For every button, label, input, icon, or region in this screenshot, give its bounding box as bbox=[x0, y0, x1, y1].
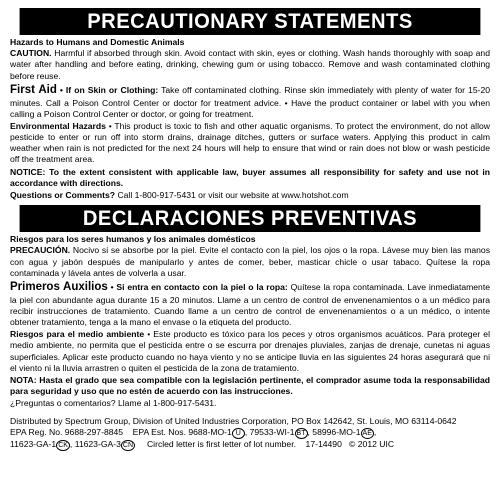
epa-line bbox=[10, 427, 490, 439]
circled-letter-note: Circled letter is first letter of lot number. bbox=[146, 438, 296, 449]
nota-paragraph: NOTA: Hasta el grado que sea compatible con la legislación pertinente, el comprador asume toda la responsabilidad para seguridad y uso que no estén de acuerdo con las instrucciones. bbox=[10, 375, 490, 397]
circled-letter-bt: BT bbox=[295, 428, 308, 439]
medio-ambiente-text: • Este producto es tóxico para los peces y otros organismos acuáticos. Para proteger el medio ambiente, no permita que el pesticida entre o se escurra por drenajes pluviales, zanjas de drenaje, cunetas ni aguas superficiales. Aplicar este producto cuando no haya viento y no se anticipe lluvia en las siguientes 24 horas asegurará que ni el viento ni la lluvia arrastren o quiten el pesticida de la zona de tratamiento. bbox=[10, 329, 490, 373]
circled-letter-u: U bbox=[232, 428, 245, 439]
first-aid-paragraph bbox=[10, 83, 490, 120]
epa-est-6: , 11623-GA-3 bbox=[69, 438, 121, 449]
precaucion-paragraph bbox=[10, 245, 490, 279]
environmental-text: • This product is toxic to fish and other aquatic organisms. To protect the environment, do not allow pesticide to enter or run off into storm drains, drainage ditches, gutters or surface waters. Applying this product in calm weather when rain is not predicted for the next 24 hours will help to ensure that wind or rain does not blow or wash pesticide off the treatment area. bbox=[10, 120, 490, 165]
primeros-auxilios-text: Quítese la ropa contaminada. Lave inmediatamente la piel con abundante agua durante 15 a 20 minutos. Llame a un centro de control de envenenamientos o a un médico para recibir instrucciones de tratamiento. Cuando llame a un centro de control de envenenamientos o a un médico, o intente obtener tratamiento, tenga a la mano el envase o la etiqueta del producto. bbox=[10, 281, 491, 328]
caution-paragraph bbox=[10, 48, 490, 82]
circled-letter-ck: CK bbox=[58, 441, 68, 449]
precautionary-statements-banner: PRECAUTIONARY STATEMENTS bbox=[20, 8, 481, 35]
epa-est-5: 11623-GA-1 bbox=[10, 438, 57, 449]
primeros-auxilios-sub: • Si entra en contacto con la piel o la ropa: bbox=[110, 281, 288, 292]
footer bbox=[10, 416, 490, 451]
product-code: 17-14490 bbox=[305, 438, 342, 449]
copyright: © 2012 UIC bbox=[349, 438, 395, 449]
questions-text: Call 1-800-917-5431 or visit our website at www.hotshot.com bbox=[117, 190, 349, 200]
precaucion-text: Nocivo si se absorbe por la piel. Evite el contacto con la piel, los ojos o la ropa. Lávese muy bien las manos con agua y jabón después de manipularlo y antes de comer, beber, masticar chicle o usar tabaco. Quítese la ropa contaminada y lávela antes de volverla a usar. bbox=[10, 245, 490, 278]
declaraciones-preventivas-banner: DECLARACIONES PREVENTIVAS bbox=[20, 205, 481, 232]
circled-letter-ae: AE bbox=[362, 429, 372, 437]
first-aid-lead: First Aid bbox=[10, 83, 57, 96]
primeros-auxilios-paragraph bbox=[10, 280, 490, 328]
first-aid-text: Take off contaminated clothing. Rinse skin immediately with plenty of water for 15-20 minutes. Call a Poison Control Center or doctor for treatment advice. • Have the product container or label with you when calling a Poison Control Center or doctor, or going for treatment. bbox=[10, 84, 491, 119]
first-aid-sub: • If on Skin or Clothing: bbox=[59, 84, 159, 95]
caution-lead: CAUTION. bbox=[10, 48, 52, 59]
environmental-paragraph bbox=[10, 121, 490, 166]
epa-est-3: , 58996-MO-1 bbox=[307, 426, 361, 437]
epa-est-prefix: EPA Est. Nos. 9688-MO-1 bbox=[132, 426, 232, 437]
notice-paragraph: NOTICE: To the extent consistent with applicable law, buyer assumes all responsibility for safety and use not in accordance with directions. bbox=[10, 166, 490, 188]
epa-est-4: , bbox=[373, 426, 377, 437]
preguntas-paragraph: ¿Preguntas o comentarios? Llame al 1-800-917-5431. bbox=[10, 398, 217, 409]
epa-line-2 bbox=[10, 439, 490, 451]
environmental-lead: Environmental Hazards bbox=[10, 120, 106, 131]
circled-letter-cn: CN bbox=[122, 441, 134, 449]
medio-ambiente-lead: Riesgos para el medio ambiente bbox=[10, 329, 145, 340]
epa-est-2: , 79533-WI-1 bbox=[244, 426, 295, 437]
riesgos-heading: Riesgos para los seres humanos y los animales domésticos bbox=[10, 234, 256, 245]
distributed-by-line: Distributed by Spectrum Group, Division of United Industries Corporation, PO Box 142642, St. Louis, MO 63114-0642 bbox=[10, 415, 457, 426]
caution-text: Harmful if absorbed through skin. Avoid contact with skin, eyes or clothing. Wash hands thoroughly with soap and water after handling and before eating, drinking, chewing gum or using tobacco. Remove and wash contaminated clothing before reuse. bbox=[10, 48, 490, 81]
precaucion-lead: PRECAUCIÓN. bbox=[10, 245, 71, 256]
questions-lead: Questions or Comments? bbox=[10, 190, 116, 200]
medio-ambiente-paragraph bbox=[10, 329, 490, 374]
primeros-auxilios-lead: Primeros Auxilios bbox=[10, 280, 108, 293]
hazards-heading: Hazards to Humans and Domestic Animals bbox=[10, 37, 185, 47]
questions-paragraph bbox=[10, 190, 490, 201]
epa-reg-number: EPA Reg. No. 9688-297-8845 bbox=[10, 426, 124, 437]
